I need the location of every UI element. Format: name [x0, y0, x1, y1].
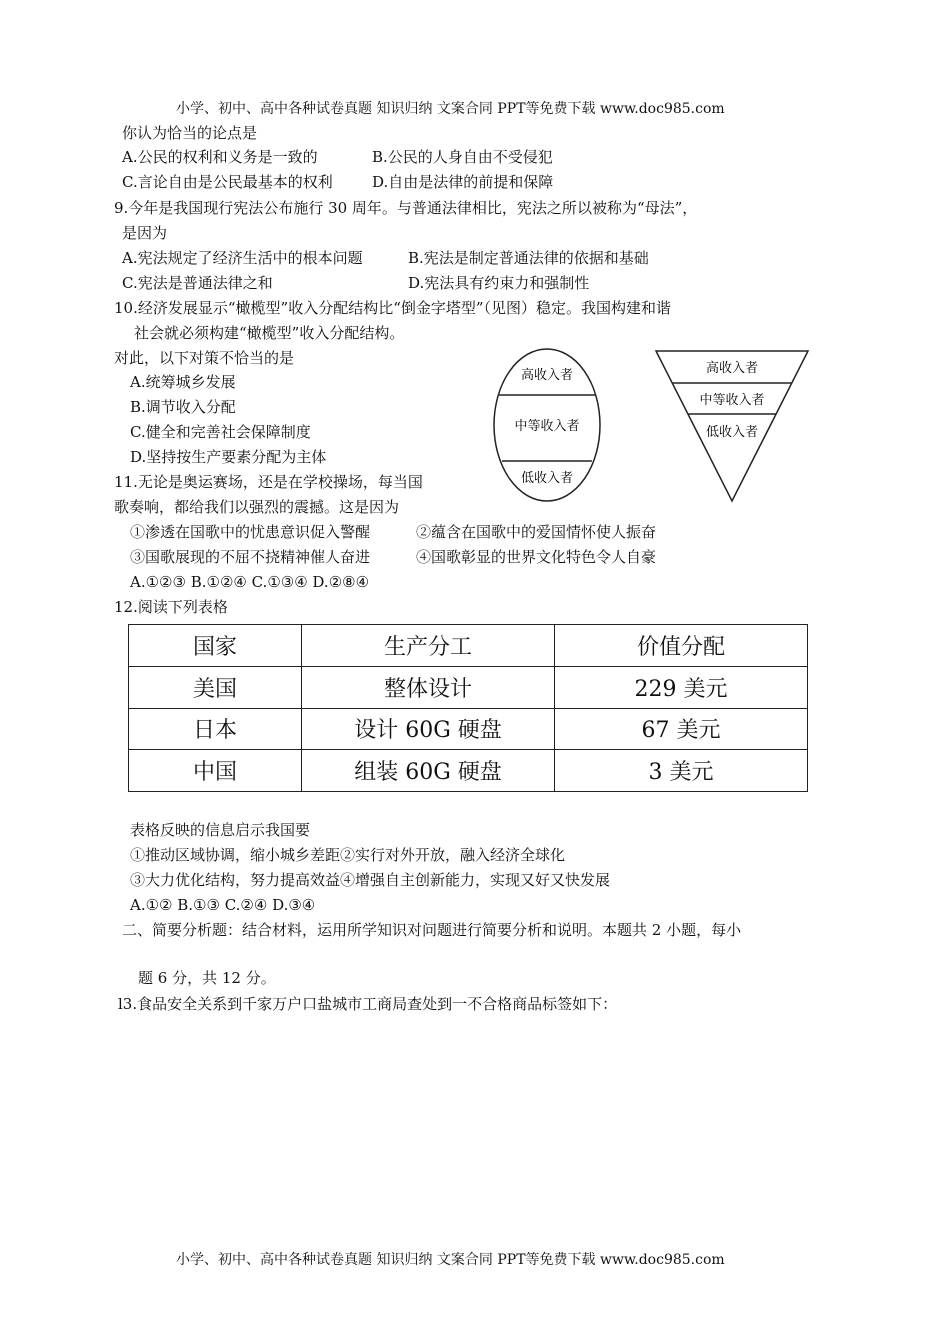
statement-4: ④国歌彰显的世界文化特色令人自豪 [416, 548, 657, 566]
option-d: D.坚持按生产要素分配为主体 [130, 448, 327, 466]
olive-diagram [492, 347, 602, 503]
table-cell: 229 美元 [555, 666, 808, 708]
question-text: 你认为恰当的论点是 [122, 124, 258, 142]
option-b: B.调节收入分配 [130, 398, 236, 416]
statement-1-2: ①推动区域协调，缩小城乡差距②实行对外开放，融入经济全球化 [130, 846, 566, 864]
option-a: A.宪法规定了经济生活中的根本问题 [122, 249, 363, 267]
table-header: 价值分配 [555, 625, 808, 667]
option-a: A.统筹城乡发展 [130, 373, 236, 391]
statement-1: ①渗透在国歌中的忧患意识促入警醒 [130, 523, 371, 541]
option-d: D.宪法具有约束力和强制性 [408, 274, 590, 292]
statement-3: ③国歌展现的不屈不挠精神催人奋进 [130, 548, 371, 566]
pyramid-label-low: 低收入者 [705, 425, 759, 440]
table-header: 国家 [129, 625, 302, 667]
data-table [128, 624, 808, 792]
olive-label-low: 低收入者 [520, 471, 574, 486]
statement-2: ②蕴含在国歌中的爱国情怀使人振奋 [416, 523, 657, 541]
page-footer: 小学、初中、高中各种试卷真题 知识归纳 文案合同 PPT等免费下载 www.doc985.com [176, 1252, 725, 1268]
question-10-cont: 社会就必须构建“橄榄型”收入分配结构。 [134, 324, 405, 342]
options-row: A.①②③ B.①②④ C.①③④ D.②⑧④ [130, 573, 370, 591]
option-a: A.公民的权利和义务是一致的 [122, 148, 318, 166]
table-cell: 整体设计 [302, 666, 555, 708]
table-cell: 设计 60G 硬盘 [302, 708, 555, 750]
table-cell: 日本 [129, 708, 302, 750]
table-row [129, 750, 808, 792]
section-heading-cont: 题 6 分，共 12 分。 [138, 969, 276, 987]
option-d: D.自由是法律的前提和保障 [372, 173, 554, 191]
olive-label-middle: 中等收入者 [514, 419, 580, 434]
option-c: C.健全和完善社会保障制度 [130, 423, 311, 441]
table-cell: 组装 60G 硬盘 [302, 750, 555, 792]
table-cell: 中国 [129, 750, 302, 792]
option-c: C.言论自由是公民最基本的权利 [122, 173, 333, 191]
pyramid-label-middle: 中等收入者 [699, 393, 765, 408]
options-row: A.①② B.①③ C.②④ D.③④ [130, 896, 316, 914]
question-10: 10.经济发展显示“橄榄型”收入分配结构比“倒金字塔型”（见图）稳定。我国构建和谐 [114, 299, 672, 317]
question-12-prompt: 表格反映的信息启示我国要 [130, 821, 311, 839]
olive-label-high: 高收入者 [520, 368, 574, 383]
question-10-prompt: 对此，以下对策不恰当的是 [114, 349, 295, 367]
table-cell: 67 美元 [555, 708, 808, 750]
page-header: 小学、初中、高中各种试卷真题 知识归纳 文案合同 PPT等免费下载 www.doc985.com [176, 101, 725, 117]
table-header: 生产分工 [302, 625, 555, 667]
statement-3-4: ③大力优化结构，努力提高效益④增强自主创新能力，实现又好又快发展 [130, 871, 611, 889]
table-row [129, 666, 808, 708]
question-11-cont: 歌奏响，都给我们以强烈的震撼。这是因为 [114, 498, 400, 516]
option-b: B.公民的人身自由不受侵犯 [372, 148, 553, 166]
table-header-row [129, 625, 808, 667]
table-row [129, 708, 808, 750]
question-11: 11.无论是奥运赛场，还是在学校操场，每当国 [114, 473, 423, 491]
question-9: 9.今年是我国现行宪法公布施行 30 周年。与普通法律相比，宪法之所以被称为“母法”， [114, 199, 698, 217]
pyramid-diagram [652, 348, 812, 504]
section-heading: 二、简要分析题：结合材料，运用所学知识对问题进行简要分析和说明。本题共 2 小题，每小 [122, 921, 742, 939]
table-cell: 3 美元 [555, 750, 808, 792]
question-12: 12.阅读下列表格 [114, 598, 228, 616]
question-9-cont: 是因为 [122, 224, 168, 242]
pyramid-label-high: 高收入者 [705, 361, 759, 376]
table-cell: 美国 [129, 666, 302, 708]
option-b: B.宪法是制定普通法律的依据和基础 [408, 249, 649, 267]
option-c: C.宪法是普通法律之和 [122, 274, 273, 292]
question-13: l3.食品安全关系到千家万户口盐城市工商局查处到一不合格商品标签如下： [118, 995, 618, 1013]
